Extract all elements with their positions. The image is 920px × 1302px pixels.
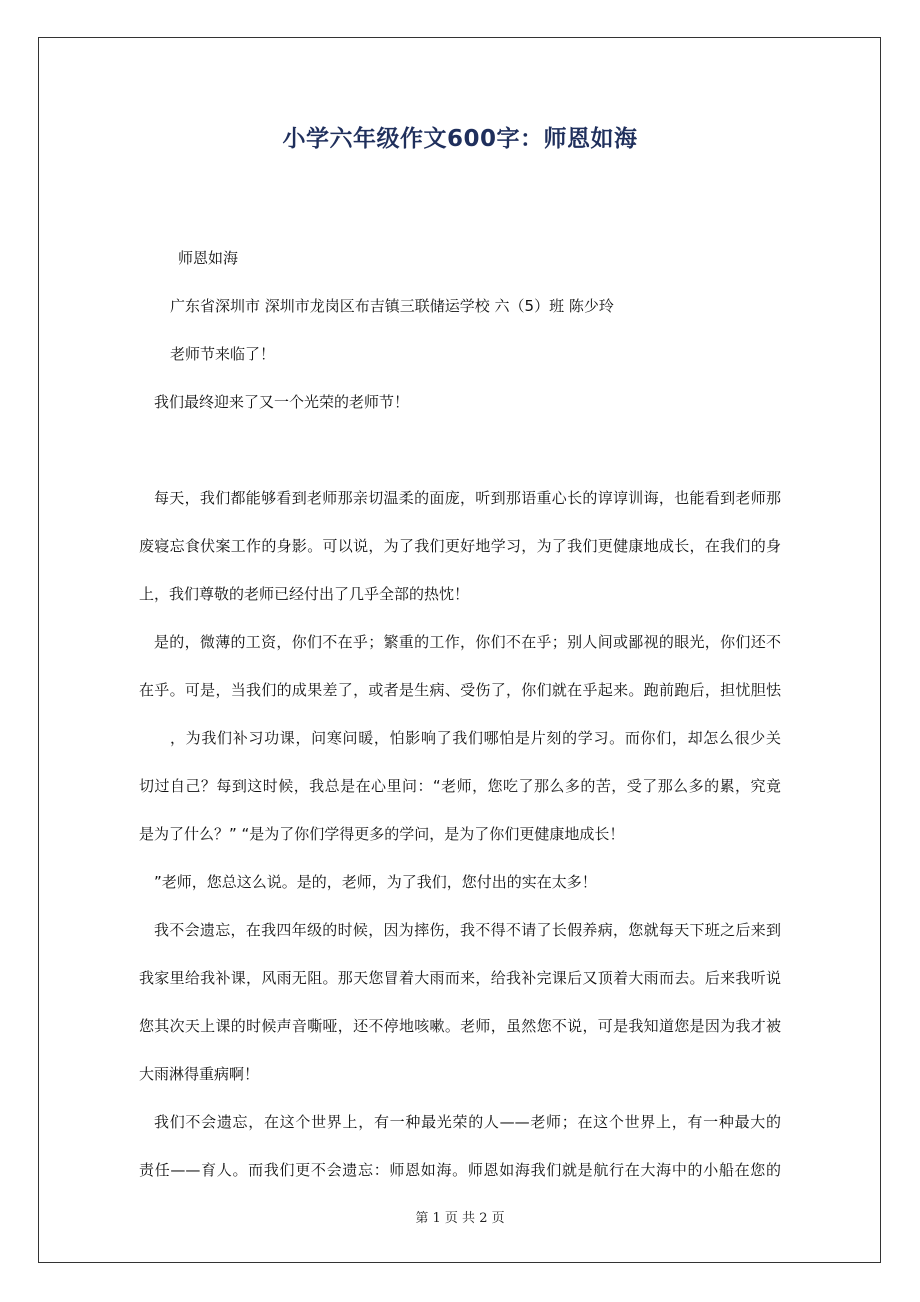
document-title: 小学六年级作文600字：师恩如海 xyxy=(282,126,638,152)
author-line: 广东省深圳市 深圳市龙岗区布吉镇三联储运学校 六（5）班 陈少玲 xyxy=(170,297,614,315)
paragraph-line: 上，我们尊敬的老师已经付出了几乎全部的热忱！ xyxy=(139,585,470,603)
paragraph-line: 我们不会遗忘，在这个世界上，有一种最光荣的人——老师；在这个世界上，有一种最大的 xyxy=(154,1113,781,1131)
paragraph-line: ，为我们补习功课，问寒问暖，怕影响了我们哪怕是片刻的学习。而你们，却怎么很少关 xyxy=(170,729,781,747)
paragraph-line: 我们最终迎来了又一个光荣的老师节！ xyxy=(154,393,410,411)
paragraph-line: 大雨淋得重病啊！ xyxy=(139,1065,260,1083)
paragraph-line: 老师节来临了！ xyxy=(170,345,276,363)
essay-title-line: 师恩如海 xyxy=(178,249,239,267)
paragraph-line: 责任——育人。而我们更不会遗忘：师恩如海。师恩如海我们就是航行在大海中的小船在您的 xyxy=(139,1161,781,1179)
paragraph-line: 废寝忘食伏案工作的身影。可以说，为了我们更好地学习，为了我们更健康地成长，在我们的身 xyxy=(139,537,781,555)
paragraph-line: 我家里给我补课，风雨无阻。那天您冒着大雨而来，给我补完课后又顶着大雨而去。后来我听说 xyxy=(139,969,781,987)
paragraph-line: 每天，我们都能够看到老师那亲切温柔的面庞，听到那语重心长的谆谆训诲，也能看到老师那 xyxy=(154,489,781,507)
paragraph-line: 我不会遗忘，在我四年级的时候，因为摔伤，我不得不请了长假养病，您就每天下班之后来到 xyxy=(154,921,781,939)
paragraph-line: 是为了什么？” “是为了你们学得更多的学问，是为了你们更健康地成长！ xyxy=(139,825,625,843)
paragraph-line: 是的，微薄的工资，你们不在乎；繁重的工作，你们不在乎；别人间或鄙视的眼光，你们还不 xyxy=(154,633,781,651)
paragraph-line: 切过自己？每到这时候，我总是在心里问：“老师，您吃了那么多的苦，受了那么多的累，究竟 xyxy=(139,777,781,795)
page-number-footer: 第 1 页 共 2 页 xyxy=(415,1211,505,1226)
paragraph-line: ”老师，您总这么说。是的，老师，为了我们，您付出的实在太多！ xyxy=(154,873,597,891)
paragraph-line: 在乎。可是，当我们的成果差了，或者是生病、受伤了，你们就在乎起来。跑前跑后，担忧胆怯 xyxy=(139,681,781,699)
paragraph-line: 您其次天上课的时候声音嘶哑，还不停地咳嗽。老师，虽然您不说，可是我知道您是因为我才被 xyxy=(139,1017,781,1035)
